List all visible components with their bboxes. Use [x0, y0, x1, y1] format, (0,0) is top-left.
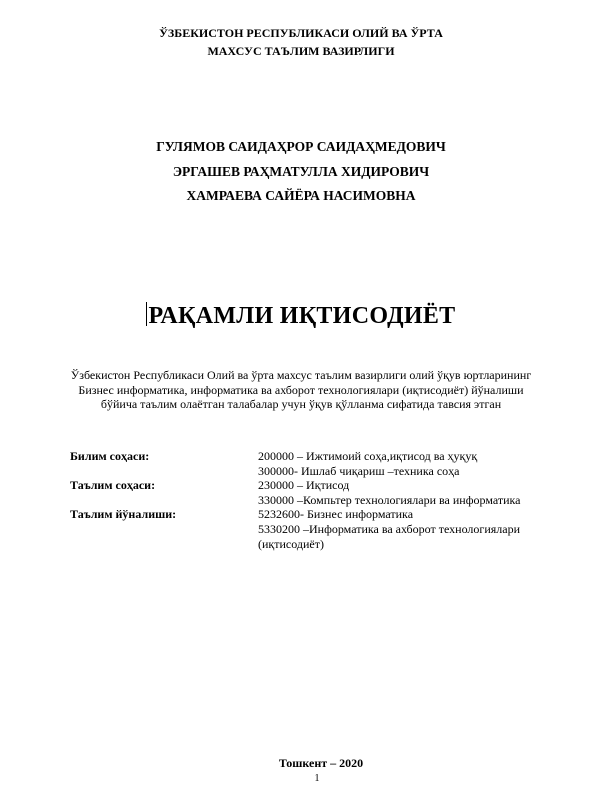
field-row-knowledge-area — [70, 449, 570, 478]
ministry-line-1: ЎЗБЕКИСТОН РЕСПУБЛИКАСИ ОЛИЙ ВА ЎРТА — [159, 26, 443, 40]
document-title-block — [0, 302, 602, 330]
authors-block — [0, 135, 602, 209]
description-line: Ўзбекистон Республикаси Олий ва ўрта махсус таълим вазирлиги олий ўқув юртларининг — [70, 368, 532, 382]
field-label: Билим соҳаси: — [70, 449, 150, 463]
field-label: Таълим йўналиши: — [70, 507, 177, 522]
author-name: ЭРГАШЕВ РАҲМАТУЛЛА ХИДИРОВИЧ — [172, 163, 430, 179]
ministry-line-2: МАХСУС ТАЪЛИМ ВАЗИРЛИГИ — [207, 44, 395, 58]
field-row-education-area — [70, 478, 570, 507]
field-value: 5232600- Бизнес информатика — [258, 507, 414, 522]
field-row-education-direction — [70, 507, 570, 551]
document-title: РАҚАМЛИ ИҚТИСОДИЁТ — [148, 303, 456, 329]
field-label: Таълим соҳаси: — [70, 478, 156, 493]
author-name: ГУЛЯМОВ САИДАҲРОР САИДАҲМЕДОВИЧ — [156, 139, 446, 154]
field-value: 230000 – Иқтисод — [258, 478, 350, 493]
field-value: 5330200 –Информатика ва ахборот технологиялари — [258, 521, 521, 536]
field-values — [258, 507, 558, 551]
description-line: Бизнес информатика, информатика ва ахборот технологиялари (иқтисодиёт) йўналиши — [78, 382, 524, 397]
field-value: 330000 –Компьтер технологиялари ва информатика — [258, 492, 521, 507]
recommendation-text — [60, 368, 542, 412]
field-values — [258, 449, 558, 478]
field-values — [258, 478, 558, 507]
author-name: ХАМРАЕВА САЙЁРА НАСИМОВНА — [186, 188, 416, 203]
page-number: 1 — [314, 773, 320, 784]
city-year: Тошкент – 2020 — [278, 756, 364, 770]
ministry-header — [0, 24, 602, 60]
field-value: (иқтисодиёт) — [258, 536, 324, 551]
fields-table — [70, 449, 570, 551]
description-line: бўйича таълим олаётган талабалар учун ўқув қўлланма сифатида тавсия этган — [100, 397, 502, 411]
field-value: 200000 – Ижтимоий соҳа,иқтисод ва ҳуқуқ — [258, 449, 478, 463]
field-value: 300000- Ишлаб чиқариш –техника соҳа — [258, 463, 460, 478]
